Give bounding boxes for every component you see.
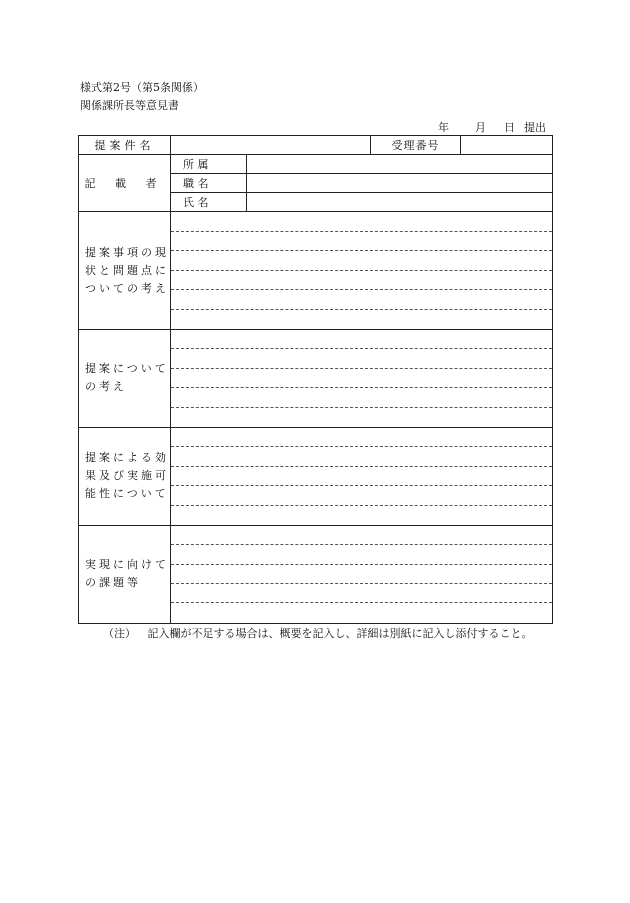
- name-field[interactable]: [247, 193, 553, 212]
- section4-field[interactable]: [171, 525, 553, 623]
- footnote-text: 記入欄が不足する場合は、概要を記入し、詳細は別紙に記入し添付すること。: [147, 627, 533, 640]
- proposal-name-label: 提案件名: [79, 136, 171, 155]
- section3-field[interactable]: [171, 427, 553, 525]
- document-title: 関係課所長等意見書: [80, 99, 179, 112]
- opinion-form-table: [78, 135, 553, 624]
- position-field[interactable]: [247, 174, 553, 193]
- writer-label: 記 載 者: [79, 155, 171, 212]
- section2-label: 提案についての考え: [79, 330, 171, 428]
- section2-field[interactable]: [171, 330, 553, 428]
- form-number: 様式第2号（第5条関係）: [80, 81, 204, 94]
- receipt-number-label: 受理番号: [371, 136, 461, 155]
- receipt-number-field[interactable]: [461, 136, 553, 155]
- month-label: 月: [475, 121, 486, 134]
- section3-label: 提案による効果及び実施可能性について: [79, 427, 171, 525]
- submission-date-line: [438, 119, 546, 135]
- position-label: 職 名: [171, 174, 247, 193]
- section1-label: 提案事項の現状と問題点についての考え: [79, 212, 171, 330]
- section1-field[interactable]: [171, 212, 553, 330]
- footnote-prefix: （注）: [103, 627, 136, 640]
- section4-label: 実現に向けての課題等: [79, 525, 171, 623]
- name-label: 氏 名: [171, 193, 247, 212]
- year-label: 年: [438, 121, 449, 134]
- footnote: [103, 625, 533, 641]
- day-label: 日: [504, 121, 515, 134]
- submit-label: 提出: [524, 121, 546, 134]
- dept-field[interactable]: [247, 155, 553, 174]
- proposal-name-field[interactable]: [171, 136, 371, 155]
- dept-label: 所 属: [171, 155, 247, 174]
